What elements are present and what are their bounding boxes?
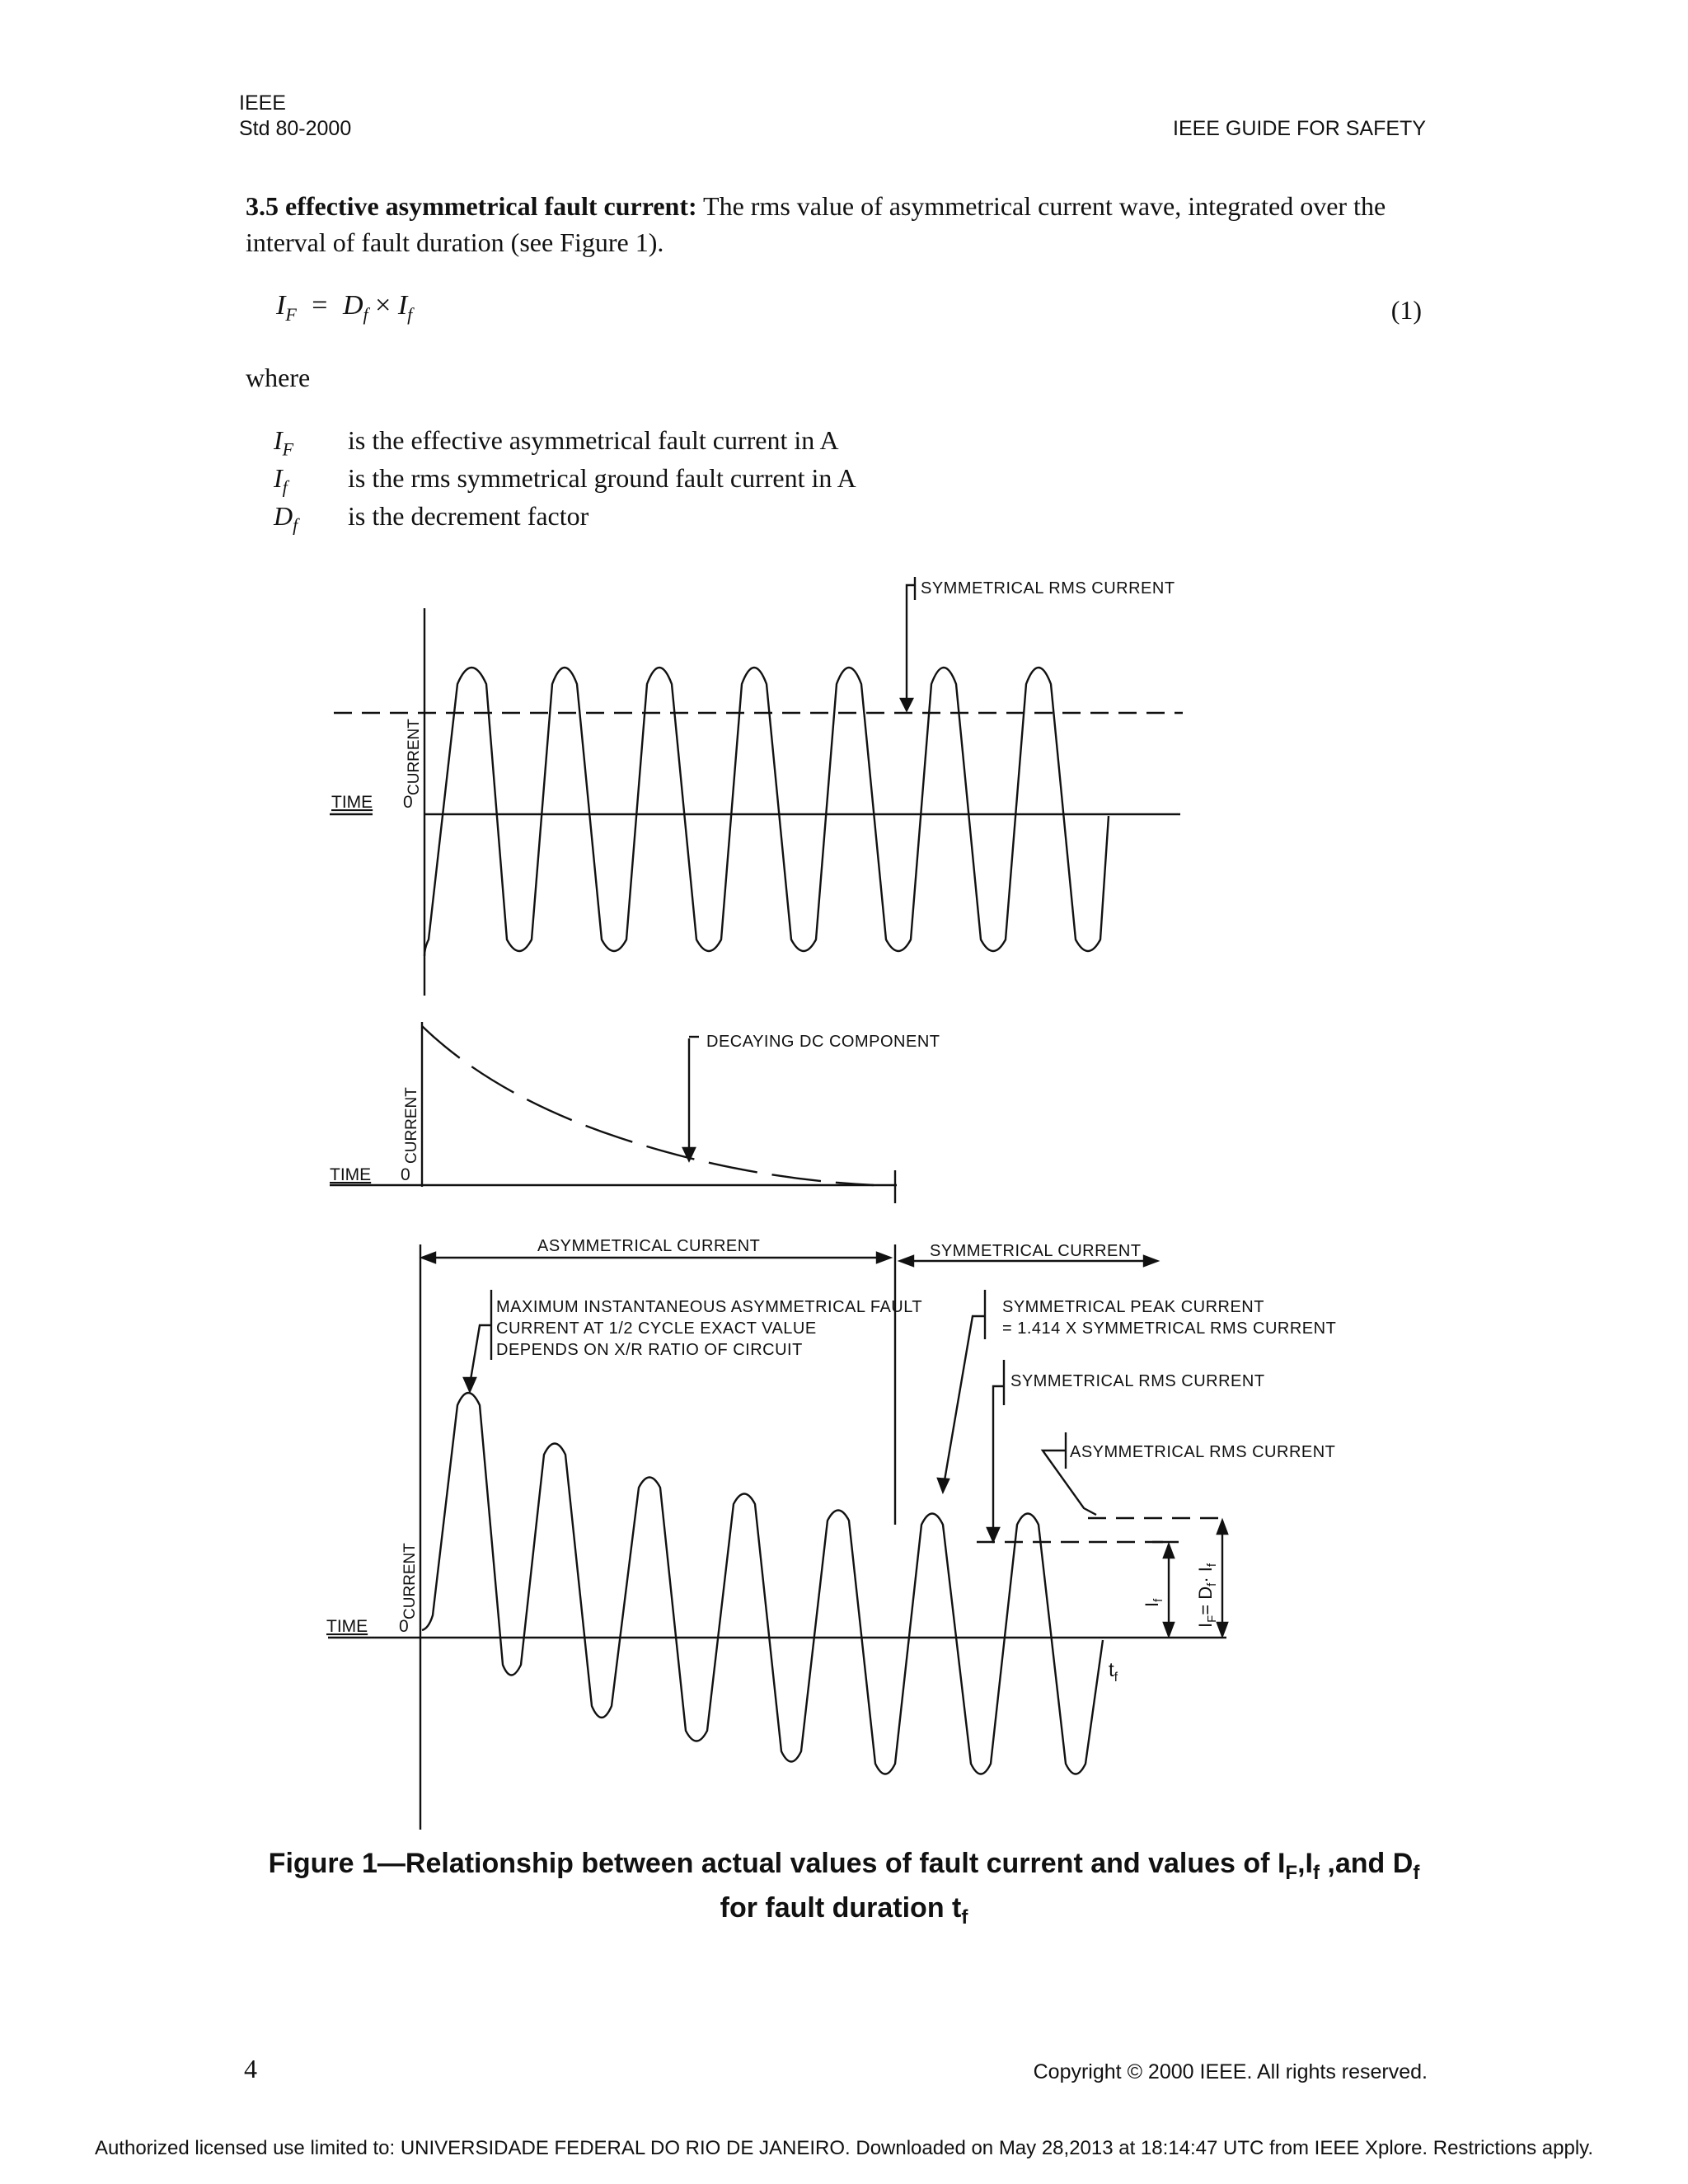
- middle-current-label: CURRENT: [403, 1087, 420, 1164]
- asym-arrow-left: [422, 1253, 435, 1263]
- bottom-current-label: CURRENT: [401, 1543, 419, 1619]
- copyright-notice: Copyright © 2000 IEEE. All rights reserved.: [1033, 2060, 1428, 2083]
- variable-symbol: $D_f$: [274, 501, 298, 536]
- variable-symbol: $I_f$: [274, 463, 288, 498]
- asym-current-label: ASYMMETRICAL CURRENT: [537, 1237, 761, 1255]
- max-callout-line-2: CURRENT AT 1/2 CYCLE EXACT VALUE: [496, 1319, 817, 1338]
- figure-caption: [267, 1846, 1421, 1935]
- eq-d-sub: f: [363, 303, 368, 325]
- max-callout-line-1: MAXIMUM INSTANTANEOUS ASYMMETRICAL FAULT: [496, 1298, 923, 1316]
- caption-line-2: for fault duration $t_f$: [720, 1891, 968, 1929]
- eq-lhs-sub: F: [285, 303, 297, 325]
- top-callout-leader: [907, 585, 915, 705]
- top-time-label: TIME: [331, 793, 373, 812]
- tf-label: $t_f$: [1109, 1659, 1118, 1685]
- middle-callout-label: DECAYING DC COMPONENT: [706, 1033, 940, 1051]
- top-symmetrical-waveform: [424, 668, 1109, 956]
- middle-time-label: TIME: [330, 1165, 372, 1184]
- definition-text-1: The rms value of asymmetrical current wave, integrated over the: [696, 191, 1386, 221]
- variable-description: is the effective asymmetrical fault current in A: [348, 425, 839, 455]
- IF-arrow-bottom: [1217, 1623, 1227, 1636]
- bottom-zero-label: 0: [399, 1617, 409, 1636]
- top-panel: [330, 577, 1183, 996]
- variable-description: is the rms symmetrical ground fault current in A: [348, 463, 856, 493]
- definition-text-2: interval of fault duration (see Figure 1).: [246, 227, 664, 257]
- peak-callout-line-2: = 1.414 X SYMMETRICAL RMS CURRENT: [1002, 1319, 1337, 1338]
- max-callout-line-3: DEPENDS ON X/R RATIO OF CIRCUIT: [496, 1341, 803, 1359]
- header-org: IEEE: [239, 91, 286, 115]
- max-callout-arrow: [464, 1378, 476, 1391]
- peak-callout-arrow: [938, 1479, 949, 1492]
- symrms-callout-arrow: [987, 1528, 999, 1541]
- asymmetrical-waveform: [422, 1393, 1103, 1774]
- eq-d: D: [342, 290, 363, 321]
- sym-current-label: SYMMETRICAL CURRENT: [930, 1242, 1142, 1260]
- asym-arrow-right: [877, 1253, 890, 1263]
- variable-description: is the decrement factor: [348, 501, 589, 531]
- if-dimension-label: $I_f$: [1142, 1598, 1165, 1607]
- eq-times: ×: [375, 290, 392, 321]
- middle-zero-label: 0: [401, 1165, 410, 1184]
- sym-arrow-left: [900, 1256, 913, 1266]
- license-notice: Authorized licensed use limited to: UNIVERSIDADE FEDERAL DO RIO DE JANEIRO. Downloaded on May 28,2013 at 18:14:47 UTC from IEEE Xplore. Restrictions apply.: [94, 2137, 1594, 2159]
- header-std: Std 80-2000: [239, 117, 352, 140]
- page-number: 4: [244, 2054, 257, 2083]
- top-zero-label: 0: [403, 793, 413, 812]
- eq-lhs: I: [276, 290, 286, 321]
- eq-i: I: [397, 290, 408, 321]
- sym-arrow-right: [1144, 1256, 1157, 1266]
- variable-symbol: $I_F$: [274, 425, 294, 460]
- asymrms-callout-label: ASYMMETRICAL RMS CURRENT: [1070, 1443, 1336, 1461]
- symrms-callout-leader: [993, 1386, 1004, 1535]
- where-label: where: [246, 363, 311, 392]
- peak-callout-line-1: SYMMETRICAL PEAK CURRENT: [1002, 1298, 1264, 1316]
- top-callout-label: SYMMETRICAL RMS CURRENT: [921, 579, 1175, 598]
- caption-line-1: Figure 1—Relationship between actual values of fault current and values of $I_F,I_f$ ,and $D_f$: [268, 1848, 1420, 1884]
- max-callout-leader: [470, 1325, 491, 1385]
- bottom-time-label: TIME: [326, 1617, 368, 1636]
- equation-number: (1): [1390, 295, 1422, 325]
- symrms-callout-label: SYMMETRICAL RMS CURRENT: [1010, 1372, 1265, 1390]
- if-arrow-bottom: [1164, 1623, 1174, 1636]
- definition-term: 3.5 effective asymmetrical fault current:: [246, 191, 697, 221]
- IF-dimension-label: $I_F= D_f\cdot I_f$: [1195, 1563, 1219, 1628]
- running-header-right: IEEE GUIDE FOR SAFETY: [1173, 117, 1426, 140]
- top-callout-arrow: [901, 699, 912, 710]
- if-arrow-top: [1164, 1544, 1174, 1558]
- peak-callout-leader: [944, 1316, 985, 1485]
- eq-equals: =: [312, 290, 328, 321]
- IF-arrow-top: [1217, 1521, 1227, 1534]
- top-current-label: CURRENT: [406, 719, 423, 795]
- eq-i-sub: f: [407, 303, 413, 325]
